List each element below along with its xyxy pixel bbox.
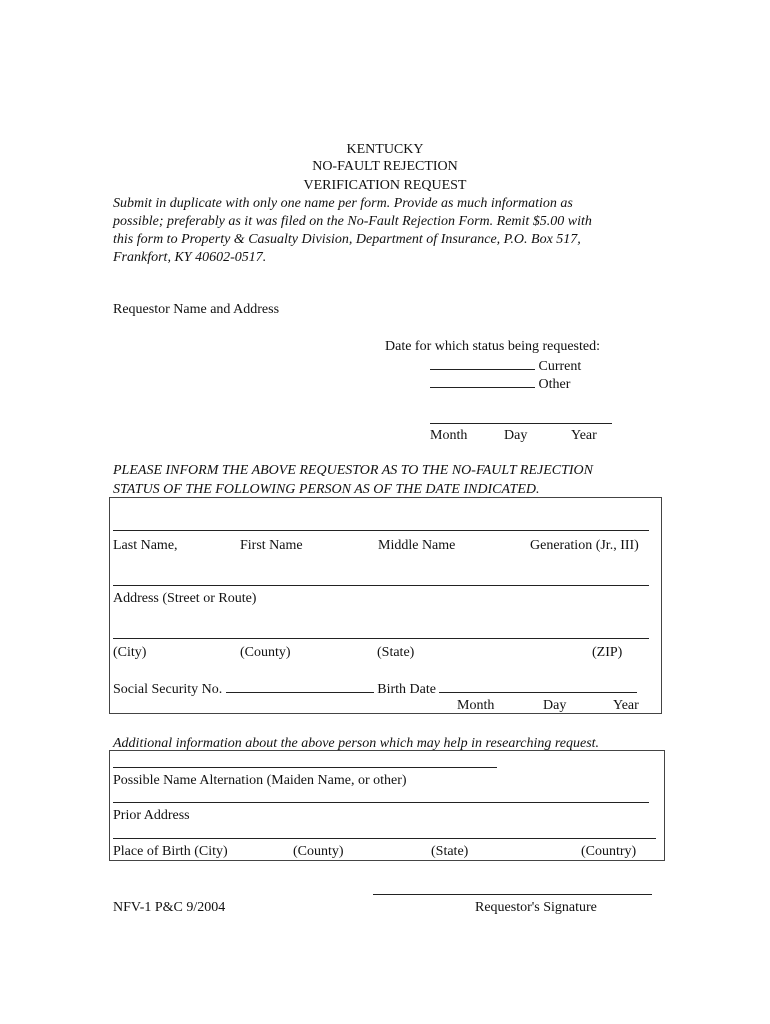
additional-heading: Additional information about the above person which may help in researching request. (113, 736, 600, 751)
address-field[interactable] (113, 585, 649, 586)
current-blank[interactable] (430, 356, 535, 370)
date-request-label: Date for which status being requested: (385, 339, 600, 354)
city-label: (City) (113, 645, 147, 660)
other-blank[interactable] (430, 374, 535, 388)
last-name-label: Last Name, (113, 538, 178, 553)
zip-label: (ZIP) (592, 645, 623, 660)
request-date-year-label: Year (571, 428, 597, 443)
form-title-line2: NO-FAULT REJECTION (312, 159, 458, 174)
ssn-birth-row (113, 679, 637, 698)
place-of-birth-label: Place of Birth (City) (113, 844, 228, 859)
request-date-month-label: Month (430, 428, 468, 443)
address-label: Address (Street or Route) (113, 591, 257, 606)
instructions-line-1: Submit in duplicate with only one name per form. Provide as much information as (113, 196, 573, 211)
name-field[interactable] (113, 530, 649, 531)
birth-month-label: Month (457, 698, 495, 713)
requestor-label: Requestor Name and Address (113, 302, 280, 317)
other-label: Other (538, 377, 571, 392)
signature-field[interactable] (373, 894, 652, 895)
birth-day-label: Day (543, 698, 567, 713)
prior-address-label: Prior Address (113, 808, 190, 823)
instructions-line-4: Frankfort, KY 40602-0517. (113, 250, 267, 265)
name-alternation-field[interactable] (113, 802, 649, 803)
form-id: NFV-1 P&C 9/2004 (113, 900, 226, 915)
current-option[interactable] (430, 356, 581, 375)
generation-label: Generation (Jr., III) (530, 538, 639, 553)
instructions-line-2: possible; preferably as it was filed on the No-Fault Rejection Form. Remit $5.00 with (113, 214, 592, 229)
birth-date-field[interactable] (439, 679, 637, 693)
request-date-day-label: Day (504, 428, 528, 443)
form-title-state: KENTUCKY (346, 142, 424, 157)
form-title-line3: VERIFICATION REQUEST (303, 178, 467, 193)
name-alternation-label: Possible Name Alternation (Maiden Name, or other) (113, 773, 407, 788)
prior-address-field[interactable] (113, 838, 656, 839)
state-label: (State) (377, 645, 415, 660)
county-label: (County) (240, 645, 291, 660)
signature-label: Requestor's Signature (475, 900, 597, 915)
ssn-field[interactable] (226, 679, 374, 693)
request-date-field[interactable] (430, 423, 612, 424)
first-name-label: First Name (240, 538, 303, 553)
birth-date-label: Birth Date (377, 682, 436, 697)
notice-line-1: PLEASE INFORM THE ABOVE REQUESTOR AS TO THE NO-FAULT REJECTION (113, 463, 594, 478)
birth-country-label: (Country) (581, 844, 637, 859)
birth-year-label: Year (613, 698, 639, 713)
ssn-label: Social Security No. (113, 682, 223, 697)
birth-state-label: (State) (431, 844, 469, 859)
birth-county-label: (County) (293, 844, 344, 859)
other-option[interactable] (430, 374, 570, 393)
city-county-state-zip-field[interactable] (113, 638, 649, 639)
middle-name-label: Middle Name (378, 538, 456, 553)
current-label: Current (538, 359, 582, 374)
notice-line-2: STATUS OF THE FOLLOWING PERSON AS OF THE DATE INDICATED. (113, 482, 540, 497)
instructions-line-3: this form to Property & Casualty Division, Department of Insurance, P.O. Box 517, (113, 232, 581, 247)
